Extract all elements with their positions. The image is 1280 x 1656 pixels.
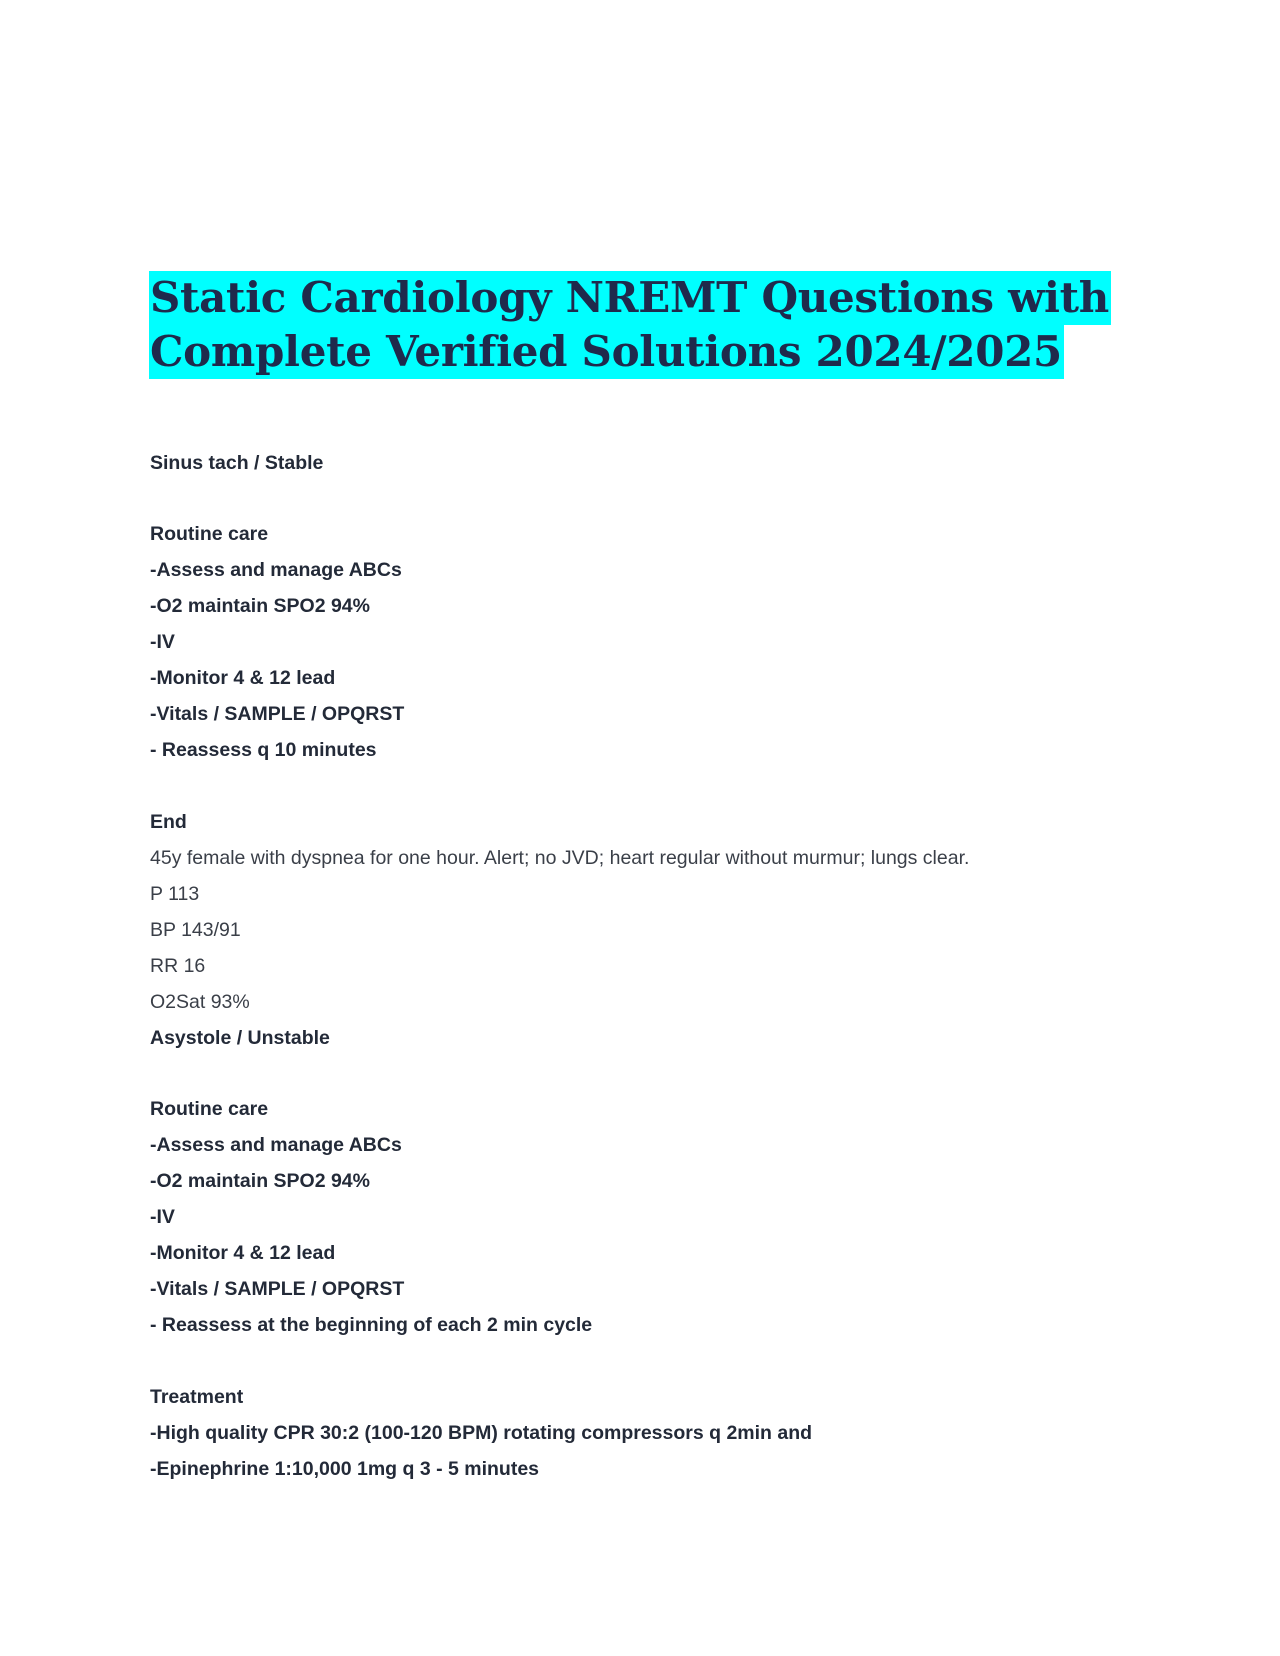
list-item: -Assess and manage ABCs (150, 1134, 402, 1156)
section-heading: End (150, 811, 187, 833)
title-line-2: Complete Verified Solutions 2024/2025 (149, 325, 1064, 379)
list-item: -Monitor 4 & 12 lead (150, 1242, 336, 1264)
list-item: -Assess and manage ABCs (150, 559, 402, 581)
list-item: -O2 maintain SPO2 94% (150, 1170, 370, 1192)
case-description: 45y female with dyspnea for one hour. Alert; no JVD; heart regular without murmur; lungs clear. (150, 847, 970, 869)
list-item: - Reassess q 10 minutes (150, 739, 377, 761)
title-line-1: Static Cardiology NREMT Questions with (149, 271, 1111, 325)
list-item: - Reassess at the beginning of each 2 min cycle (150, 1314, 593, 1336)
list-item: -Monitor 4 & 12 lead (150, 667, 336, 689)
list-item: -IV (150, 631, 175, 653)
section-heading: Treatment (150, 1386, 244, 1408)
vital-sign: RR 16 (150, 955, 206, 977)
vital-sign: BP 143/91 (150, 919, 241, 941)
case-heading: Sinus tach / Stable (150, 452, 324, 474)
vital-sign: P 113 (150, 883, 200, 905)
list-item: -Epinephrine 1:10,000 1mg q 3 - 5 minutes (150, 1458, 540, 1480)
document-title (149, 271, 1149, 379)
list-item: -IV (150, 1206, 175, 1228)
vital-sign: O2Sat 93% (150, 991, 250, 1013)
section-heading: Routine care (150, 1098, 269, 1120)
case-heading: Asystole / Unstable (150, 1027, 330, 1049)
list-item: -O2 maintain SPO2 94% (150, 595, 370, 617)
section-heading: Routine care (150, 523, 269, 545)
list-item: -Vitals / SAMPLE / OPQRST (150, 703, 405, 725)
list-item: -High quality CPR 30:2 (100-120 BPM) rotating compressors q 2min and (150, 1422, 813, 1444)
list-item: -Vitals / SAMPLE / OPQRST (150, 1278, 405, 1300)
